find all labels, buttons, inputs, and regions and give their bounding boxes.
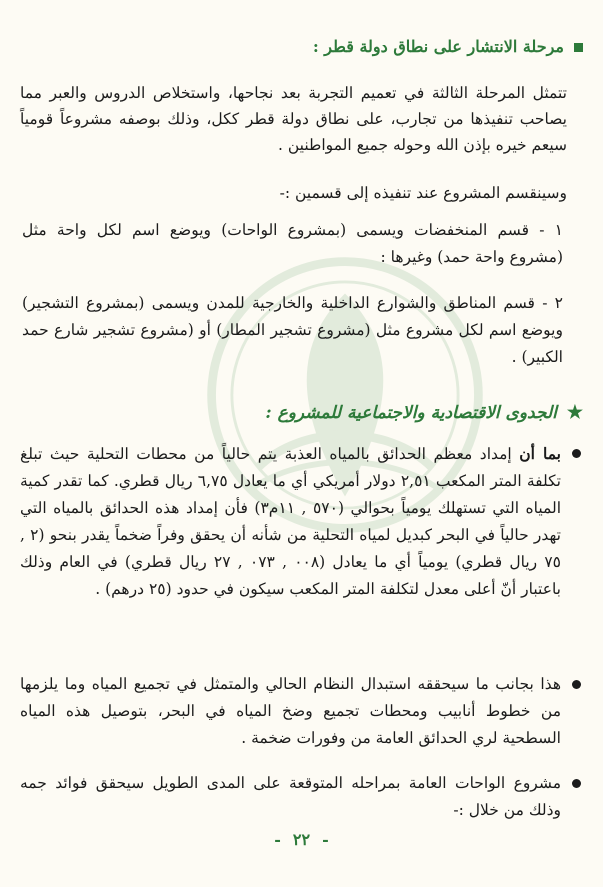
bullet-dot-icon — [572, 779, 581, 788]
list-item — [22, 217, 563, 271]
list-item — [22, 290, 563, 371]
section-heading-expansion — [20, 36, 583, 58]
bullet-lead: بما أن — [519, 444, 561, 463]
page-number-text: ٢٢ — [292, 830, 311, 849]
square-bullet-icon — [574, 43, 583, 52]
bullet-dot-icon — [572, 449, 581, 458]
bullet-dot-icon — [572, 680, 581, 689]
bullet-item — [20, 440, 561, 603]
heading-1-text: مرحلة الانتشار على نطاق دولة قطر : — [312, 37, 564, 56]
bullet-text: إمداد معظم الحدائق بالمياه العذبة يتم حالياً من محطات التحلية حيث تبلغ تكلفة المتر المكعب ٢,٥١ دولار أمريكي أي ما يعادل ٦,٧٥ ريال قطري. كما تقدر كمية المياه التي تستهلك يومياً بحوالي (٥٧٠ , ١١م٣) فأن إمداد هذه الحدائق بالمياه التي تهدر حالياً في البحر كبديل لمياه التحلية من شأنه أن يحقق وفراً ضخماً يقدر بنحو (٢ , ٧٥ ريال قطري) يومياً أي ما يعادل (٠٠٨ , ٠٧٣ , ٢٧ ريال قطري) في العام وذلك باعتبار أنّ أعلى معدل لتكلفة المتر المكعب سيكون في حدود (٢٥ درهم) . — [20, 445, 562, 598]
division-paragraph: وسينقسم المشروع عند تنفيذه إلى قسمين :- — [279, 184, 567, 202]
list-item-text: قسم المنخفضات ويسمى (بمشروع الواحات) ويوضع اسم لكل واحة مثل (مشروع واحة حمد) وغيرها : — [22, 221, 563, 266]
bullet-item — [20, 671, 561, 752]
bullet-text: مشروع الواحات العامة بمراحله المتوقعة على المدى الطويل سيحقق فوائد جمه وذلك من خلال :- — [20, 774, 561, 819]
list-item-text: قسم المناطق والشوارع الداخلية والخارجية للمدن ويسمى (بمشروع التشجير) ويوضع اسم لكل مشروع مثل (مشروع تشجير المطار) أو (مشروع تشجير شارع حمد الكبير) . — [22, 294, 563, 366]
intro-paragraph: تتمثل المرحلة الثالثة في تعميم التجربة بعد نجاحها، واستخلاص الدروس والعبر مما يصاحب تنفيذها من تجارب، على نطاق دولة قطر ككل، وذلك بوصفه مشروعاً قومياً سيعم خيره بإذن الله وحوله جميع المواطنين . — [20, 84, 567, 154]
page-number: -٢٢- — [274, 830, 329, 849]
list-item-number: ٢ - — [542, 294, 563, 312]
list-item-number: ١ - — [539, 221, 563, 239]
star-icon: ★ — [566, 402, 583, 423]
bullet-text: هذا بجانب ما سيحققه استبدال النظام الحالي والمتمثل في تجميع المياه وما يلزمها من خطوط أنابيب ومحطات تجميع وضخ المياه في البحر، بتوصيل هذه المياه السطحية لري الحدائق العامة من وفورات ضخمة . — [20, 675, 561, 747]
section-heading-feasibility — [20, 402, 583, 424]
heading-2-text: الجدوى الاقتصادية والاجتماعية للمشروع : — [265, 403, 557, 423]
bullet-item — [20, 770, 561, 824]
